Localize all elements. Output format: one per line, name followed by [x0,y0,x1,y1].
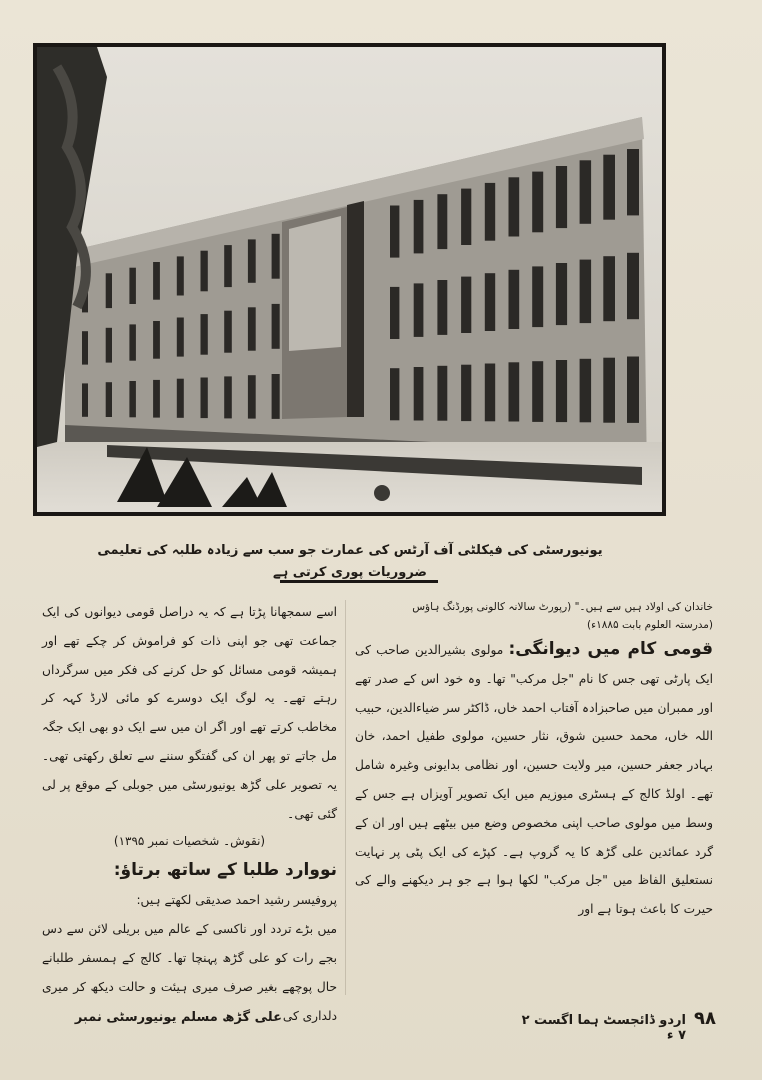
building-window [437,280,447,335]
footer-issue-title: علی گڑھ مسلم یونیورسٹی نمبر [74,1010,282,1025]
building-window [556,166,567,228]
building-window [390,368,399,420]
left-column-quote: میں بڑے تردد اور ناکسی کے عالم میں بریلی لائن سے دس بجے رات کو علی گڑھ پہنچا تھا۔ کالج کے ہمسفر طلبانے حال پوچھے بغیر صرف میری ہیئت و حالت دیکھ کر میری دلداری کی [42,922,337,1023]
building-window [461,189,471,245]
building-window [106,328,112,363]
building-window [82,383,88,416]
building-window [485,364,495,422]
building-window [509,177,520,236]
right-column [355,598,713,924]
building-window [177,318,184,357]
right-column-body: مولوی بشیرالدین صاحب کی ایک پارٹی تھی جس کا نام "جل مرکب" تھا۔ وہ خود اس کے صدر تھے اور ممبران میں صاحبزادہ آفتاب احمد خاں، ڈاکٹر سر ضیاءالدین، حبیب اللہ خاں، محمد حسین شوق، نثار حسین، مولوی طفیل احمد، خان بہادر جعفر حسین، میر ولایت حسین، اور نظامی بدایونی وغیرہ شامل تھے۔ اولڈ کالج کے ہسٹری میوزیم میں ایک تصویر آویزاں ہے جس کے وسط میں مولوی صاحب اپنی مخصوص وضع میں بیٹھے ہیں اور ان کے گرد عمائدین علی گڑھ کا یہ گروپ ہے۔ کپڑے کی ایک پٹی پر نہایت نستعلیق الفاظ میں "جل مرکب" لکھا ہوا ہے جو ہر دیکھنے والے کی حیرت کا باعث ہوتا ہے اور [355,643,713,917]
building-window [272,304,280,349]
photo-caption: یونیورسٹی کی فیکلٹی آف آرٹس کی عمارت جو سب سے زیادہ طلبہ کی تعلیمی ضروریات پوری کرتی ہے [97,543,603,580]
building-window [437,194,447,249]
building-window [201,251,208,292]
building-window [414,200,424,254]
footer-page-info [520,1008,716,1043]
building-window [509,362,520,421]
right-column-reference: (مدرستہ العلوم بابت ۱۸۸۵ء) [587,619,713,631]
building-window [177,256,184,295]
footer-publication: اردو ڈائجسٹ ہما اگست ۲ ۷ ء [521,1013,687,1043]
building-window [272,374,280,419]
building-window [461,365,471,421]
building-window [603,155,615,220]
left-column [42,598,337,1030]
building-window [532,172,543,233]
quote-intro: پروفیسر رشید احمد صدیقی لکھتے ہیں: [136,893,337,908]
building-window [556,360,567,422]
left-column-reference: (نقوش۔ شخصیات نمبر ۱۳۹۵) [113,834,266,849]
building-window [153,321,160,359]
right-column-paragraph [355,634,713,924]
building-window [224,376,232,418]
building-window [627,253,639,319]
building-window [580,260,592,324]
building-window [556,263,567,325]
building-window [224,245,232,287]
building-window [485,183,495,241]
building-window [437,366,447,421]
building-window [248,307,256,350]
building-window [82,331,88,364]
building-window [248,239,256,282]
right-column-lead: خاندان کی اولاد ہیں سے ہیں۔" (رپورٹ سالانہ کالونی پورڈنگ ہاؤس [412,601,713,613]
building-window [201,314,208,355]
building-window [580,359,592,423]
building-window [201,378,208,419]
building-window [532,361,543,422]
building-window [224,311,232,353]
building-window [177,379,184,418]
building-window [153,380,160,418]
building-window [603,358,615,423]
building-window [129,324,136,360]
page-number: ۹۸ [694,1008,716,1029]
building-photograph [33,43,666,516]
caption-divider [280,580,438,583]
building-window [106,273,112,308]
building-window [461,277,471,333]
building-window [272,234,280,279]
building-window [129,268,136,304]
building-window [580,160,592,224]
building-window [106,382,112,417]
building-window [532,266,543,327]
building-window [485,273,495,331]
left-column-paragraph: اسے سمجھانا پڑتا ہے کہ یہ دراصل قومی دیوانوں کی ایک جماعت تھی جو اپنی ذات کو فراموش کر چکے تھے اور ہمیشہ قومی مسائل کو حل کرنے کی فکر میں سرگرداں رہتے تھے۔ یہ لوگ ایک دوسرے کو مائی لارڈ کہہ کر مخاطب کرتے تھے اور اگر ان میں سے ایک دو بھی ایک جگہ مل جاتے تو پھر ان کی گفتگو سننے سے تعلق رکھتی تھی۔ یہ تصویر علی گڑھ یونیورسٹی میں جوبلی کے موقع پر لی گئی تھی۔ [42,605,337,821]
building-window [627,149,639,215]
building-window [248,375,256,418]
building-window [390,287,399,339]
section-heading: قومی کام میں دیوانگی: [508,639,714,659]
building-window [153,262,160,300]
column-divider [345,600,346,995]
building-window [627,357,639,423]
building-window [390,206,399,258]
building-window [414,283,424,337]
building-window [414,367,424,421]
section-heading: نووارد طلبا کے ساتھ برتاؤ: [113,860,337,881]
building-window [129,381,136,417]
building-window [603,256,615,321]
building-window [509,270,520,329]
